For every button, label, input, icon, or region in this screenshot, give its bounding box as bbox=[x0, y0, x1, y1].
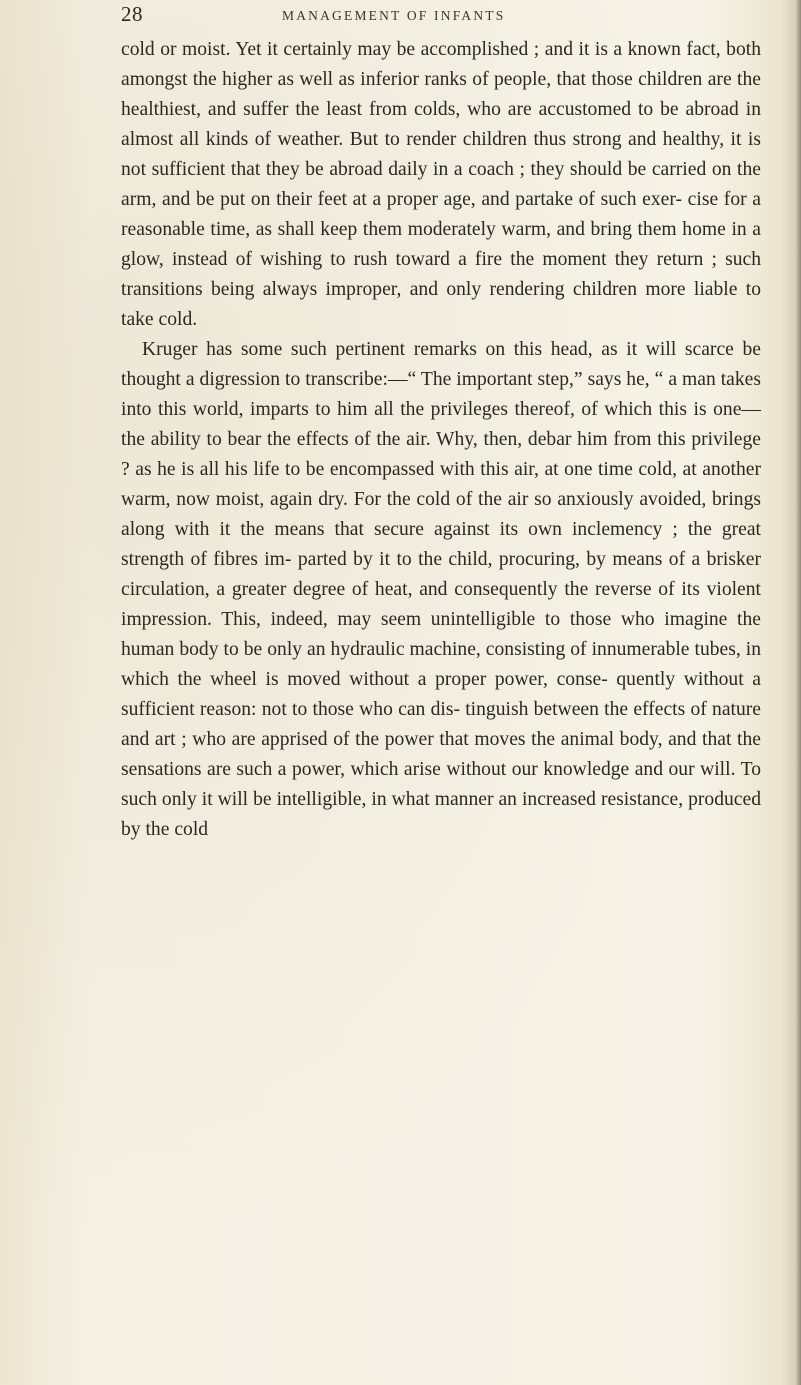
running-head: MANAGEMENT OF INFANTS bbox=[282, 8, 506, 23]
page-header bbox=[0, 2, 801, 26]
paragraph-kruger: Kruger has some such pertinent remarks on this head, as it will scarce be thought a digression to transcribe:—“ The important step,” says he, “ a man takes into this world, imparts to him all the privileges thereof, of which this is one—the ability to bear the effects of the air. Why, then, debar him from this privilege ? as he is all his life to be encompassed with this air, at one time cold, at another warm, now moist, again dry. For the cold of the air so anxiously avoided, brings along with it the means that secure against its own inclemency ; the great strength of fibres im- parted by it to the child, procuring, by means of a brisker circulation, a greater degree of heat, and consequently the reverse of its violent impression. This, indeed, may seem unintelligible to those who imagine the human body to be only an hydraulic machine, consisting of innumerable tubes, in which the wheel is moved without a proper power, conse- quently without a sufficient reason: not to those who can dis- tinguish between the effects of nature and art ; who are apprised of the power that moves the animal body, and that the sensations are such a power, which arise without our knowledge and our will. To such only it will be intelligible, in what manner an increased resistance, produced by the cold bbox=[121, 339, 761, 840]
page-edge-shadow bbox=[787, 0, 801, 1385]
paragraph-continuation: cold or moist. Yet it certainly may be accomplished ; and it is a known fact, both amongst the higher as well as inferior ranks of people, that those children are the healthiest, and suffer the least from colds, who are accustomed to be abroad in almost all kinds of weather. But to render children thus strong and healthy, it is not sufficient that they be abroad daily in a coach ; they should be carried on the arm, and be put on their feet at a proper age, and partake of such exer- cise for a reasonable time, as shall keep them moderately warm, and bring them home in a glow, instead of wishing to rush toward a fire the moment they return ; such transitions being always improper, and only rendering children more liable to take cold. bbox=[121, 39, 761, 330]
body-text bbox=[121, 35, 761, 845]
page-number: 28 bbox=[121, 2, 143, 26]
